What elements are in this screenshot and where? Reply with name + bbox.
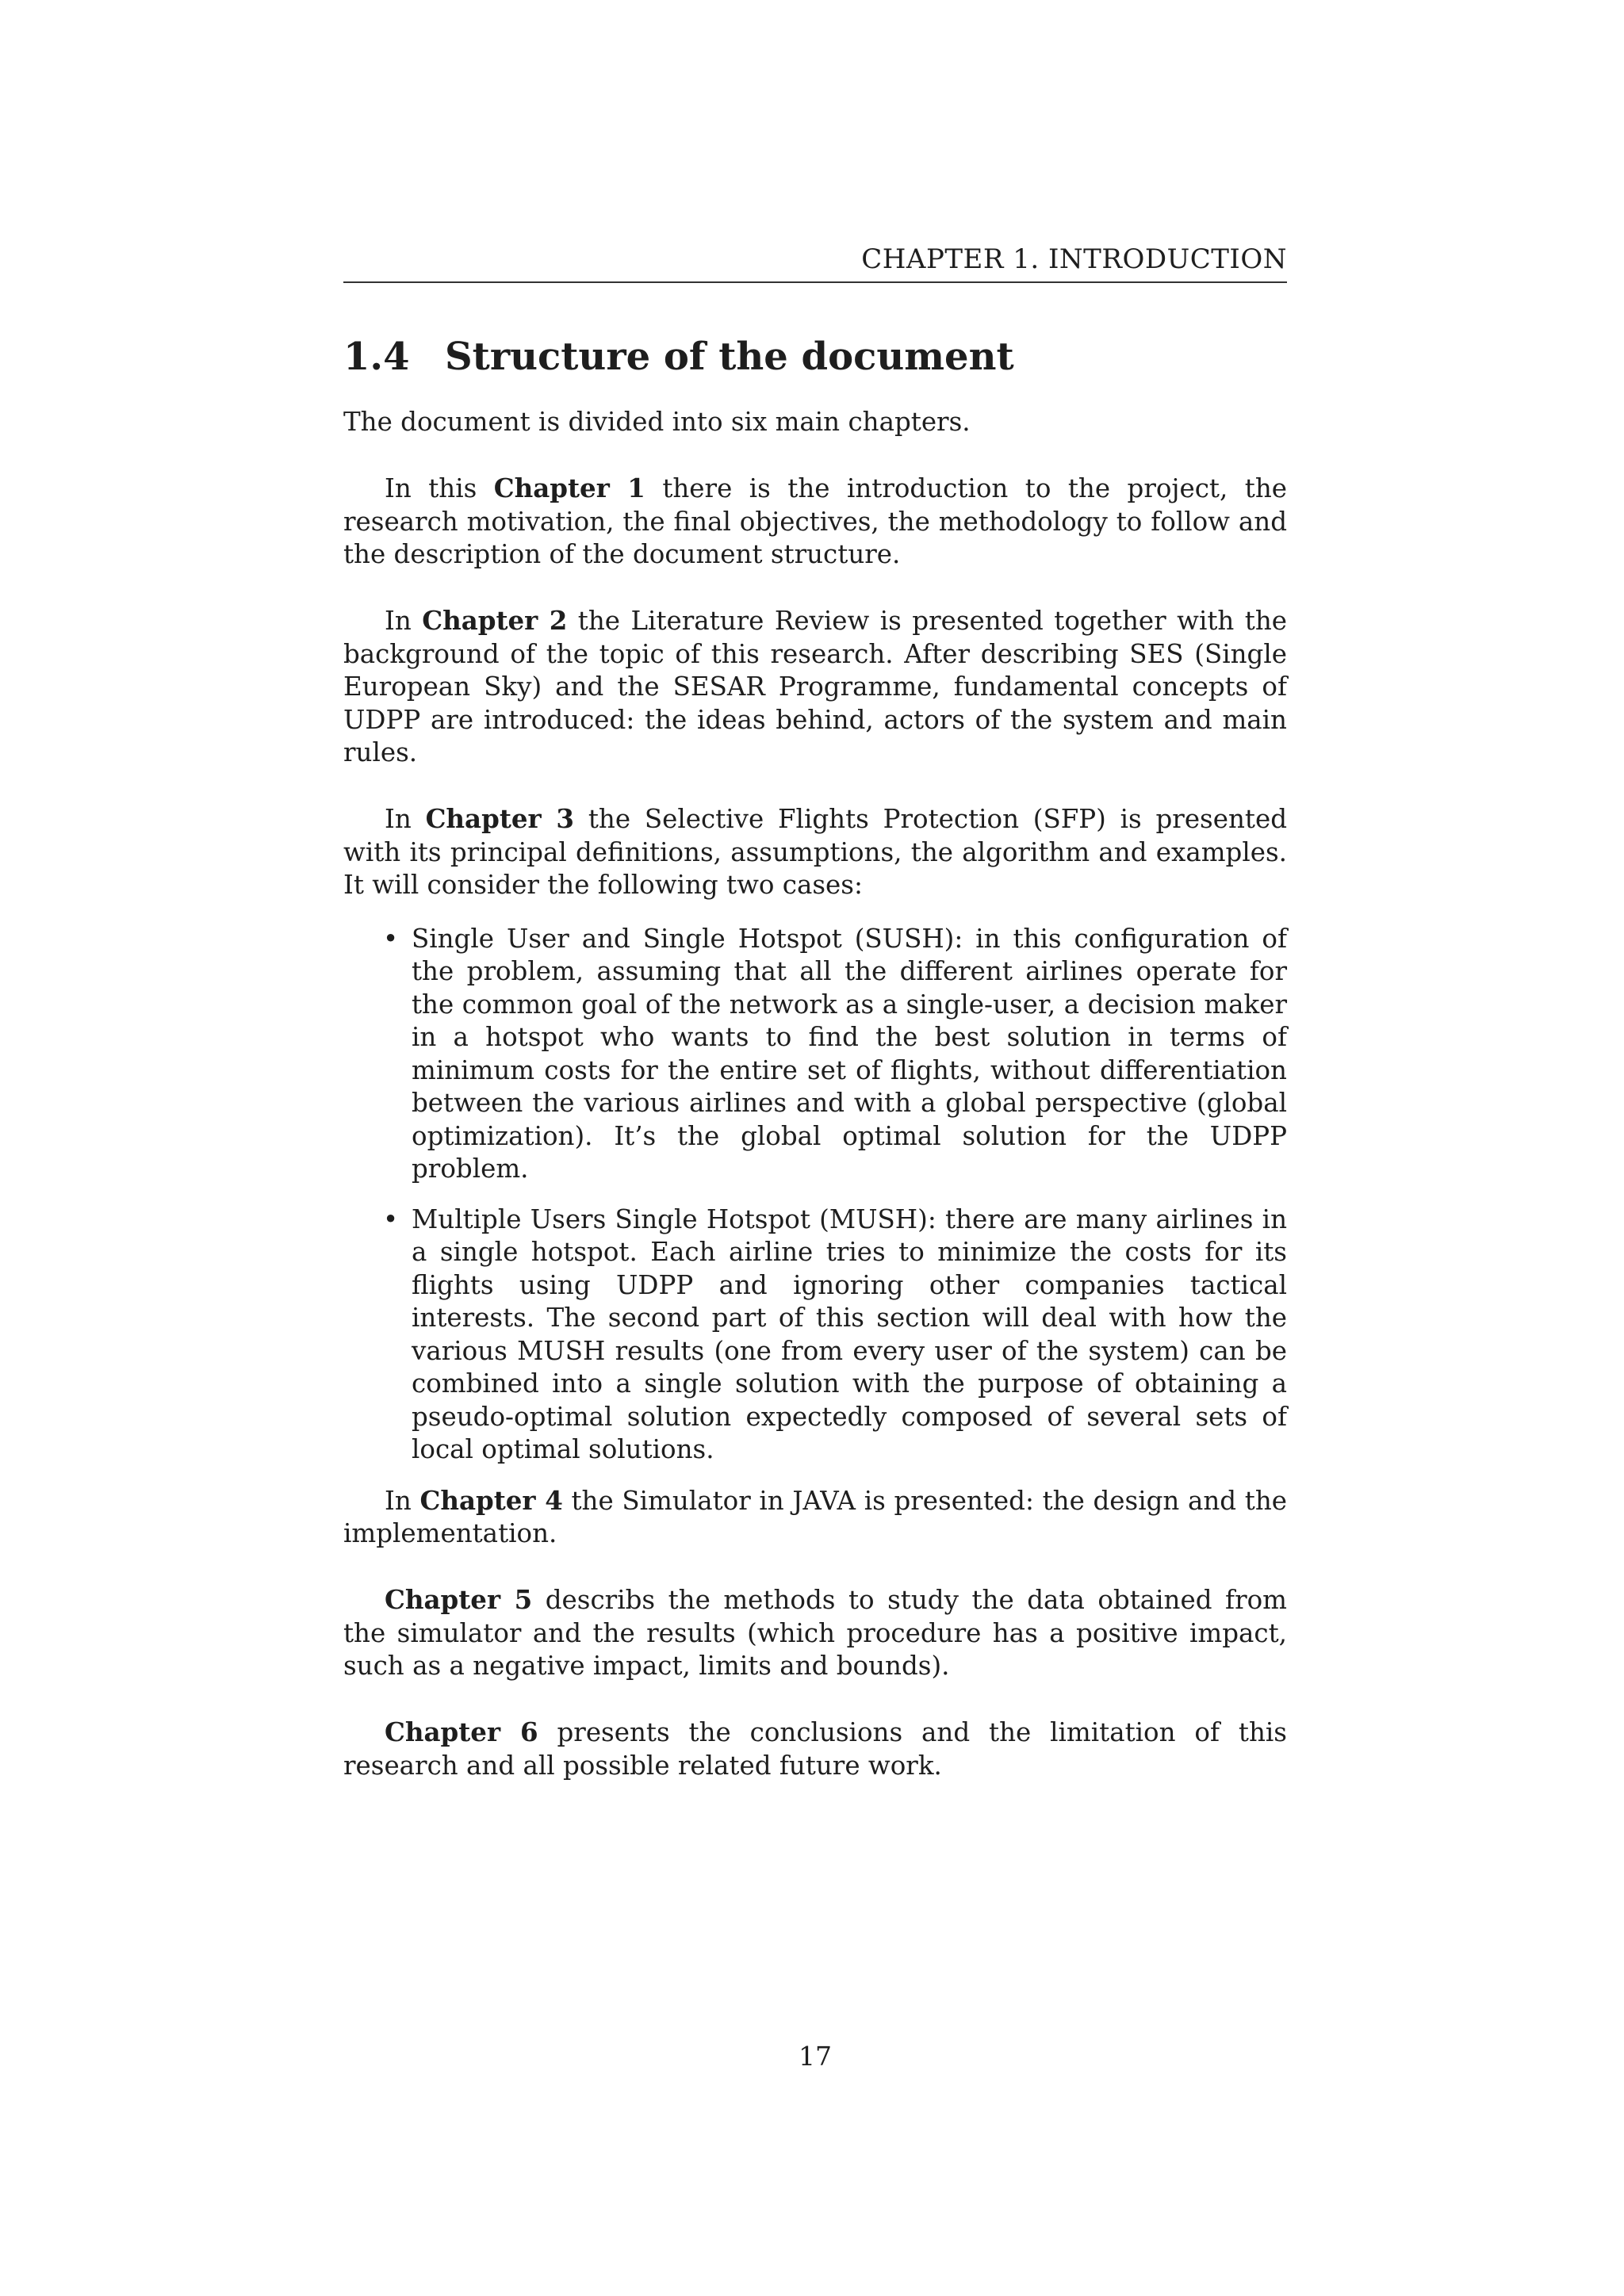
list-item	[343, 1203, 1287, 1467]
page-number: 17	[799, 2041, 832, 2072]
chapter-1-paragraph	[343, 472, 1287, 572]
list-item	[343, 923, 1287, 1186]
bullet-icon: •	[383, 923, 399, 954]
chapter-5-paragraph	[343, 1583, 1287, 1683]
chapter-3-text: the Selective Flights Protection (SFP) is presented with its principal definitions, assumptions, the algorithm and examples. It will consider the following two cases:	[343, 804, 1287, 900]
cases-list	[343, 923, 1287, 1467]
chapter-5-text: describs the methods to study the data obtained from the simulator and the results (which procedure has a positive impact, such as a negative impact, limits and bounds).	[343, 1585, 1287, 1681]
chapter-3-pre: In	[385, 804, 426, 834]
intro-paragraph: The document is divided into six main chapters.	[343, 407, 971, 437]
chapter-4-pre: In	[385, 1485, 420, 1516]
chapter-5-label: Chapter 5	[385, 1584, 533, 1615]
chapter-6-text: presents the conclusions and the limitation of this research and all possible related future work.	[343, 1717, 1287, 1781]
chapter-2-text: the Literature Review is presented together with the background of the topic of this research. After describing SES (Single European Sky) and the SESAR Programme, fundamental concepts of UDPP are introduced: the ideas behind, actors of the system and main rules.	[343, 606, 1287, 767]
section-heading	[343, 333, 1287, 381]
section-title: Structure of the document	[445, 335, 1014, 379]
chapter-3-paragraph	[343, 802, 1287, 902]
section-number: 1.4	[343, 335, 410, 379]
list-item-text: Multiple Users Single Hotspot (MUSH): there are many airlines in a single hotspot. Each airline tries to minimize the costs for its flights using UDPP and ignoring other companies tactical interests. The second part of this section will deal with how the various MUSH results (one from every user of the system) can be combined into a single solution with the purpose of obtaining a pseudo-optimal solution expectedly composed of several sets of local optimal solutions.	[412, 1203, 1287, 1464]
chapter-4-paragraph	[343, 1484, 1287, 1551]
running-header: CHAPTER 1. INTRODUCTION	[343, 242, 1287, 283]
chapter-2-paragraph	[343, 604, 1287, 770]
chapter-1-text: there is the introduction to the project, the research motivation, the final objectives, the methodology to follow and the description of the document structure.	[343, 473, 1287, 569]
chapter-3-label: Chapter 3	[425, 803, 575, 834]
list-item-text: Single User and Single Hotspot (SUSH): in this configuration of the problem, assuming that all the different airlines operate for the common goal of the network as a single-user, a decision maker in a hotspot who wants to find the best solution in terms of minimum costs for the entire set of flights, without differentiation between the various airlines and with a global perspective (global optimization). It’s the global optimal solution for the UDPP problem.	[412, 923, 1287, 1184]
chapter-6-label: Chapter 6	[385, 1716, 538, 1747]
chapter-4-label: Chapter 4	[419, 1484, 563, 1516]
chapter-2-label: Chapter 2	[422, 605, 568, 636]
bullet-icon: •	[383, 1203, 399, 1234]
body-text	[343, 406, 1287, 1816]
chapter-1-pre: In this	[385, 473, 494, 503]
chapter-2-pre: In	[385, 606, 423, 636]
chapter-4-text: the Simulator in JAVA is presented: the design and the implementation.	[343, 1485, 1288, 1548]
chapter-6-paragraph	[343, 1716, 1287, 1782]
chapter-1-label: Chapter 1	[493, 473, 645, 503]
